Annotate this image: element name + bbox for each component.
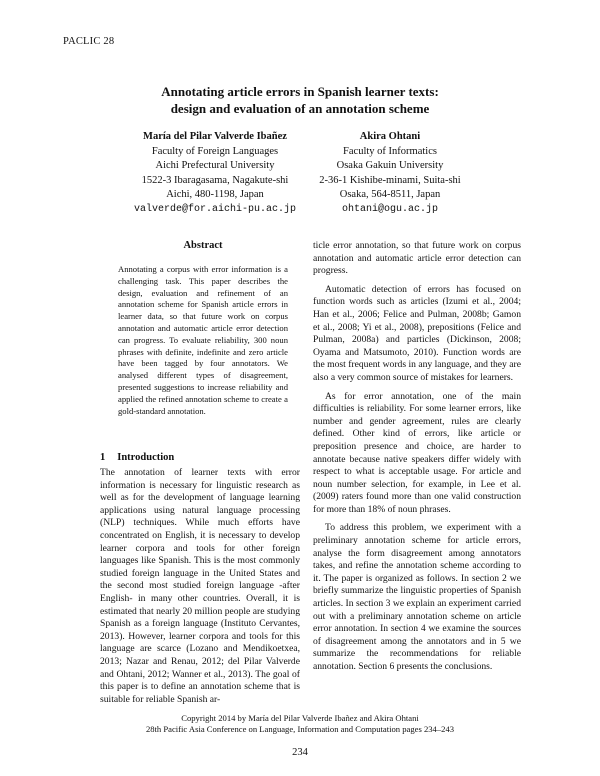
proceedings-line: 28th Pacific Asia Conference on Language, Information and Computation pages 234–243	[145, 724, 455, 734]
paragraph: Automatic detection of errors has focused on function words such as articles (Izumi et al., 2004; Han et al., 2006; Felice and Pulman, 2008b; Gamon et al., 2008; Yi et al., 2008), prepositions (Felice and Pulman, 2008a) and particles (Dickinson, 2008; Oyama and Matsumoto, 2010). Function words are the most frequent words in any language, and they are also a very common source of mistakes for learners.	[313, 283, 521, 383]
author-email: ohtani@ogu.ac.jp	[341, 203, 438, 215]
copyright-footer	[0, 713, 600, 735]
title-line-2: design and evaluation of an annotation scheme	[170, 101, 430, 116]
author-address-line-2: Osaka, 564-8511, Japan	[339, 189, 441, 200]
author-block-2	[275, 130, 505, 217]
author-address-line-1: 1522-3 Ibaragasama, Nagakute-shi	[141, 174, 289, 186]
paragraph: As for error annotation, one of the main difficulties is reliability. For some learner errors, like number and gender agreement, rules are clearly defined. Other kind of errors, like article or preposition presence and choice, are harder to annotate because native speakers differ widely with respect to what is acceptable usage. For article and noun number selection, for example, in Lee et al. (2009) raters found more than one valid construction for more than 18% of noun phrases.	[313, 390, 521, 515]
title-line-1: Annotating article errors in Spanish learner texts:	[161, 84, 439, 99]
right-column-body	[313, 240, 521, 674]
paragraph: To address this problem, we experiment with a preliminary annotation scheme for article errors, analyse the form disagreement among annotators takes, and refine the annotation scheme according to it. The paper is organized as follows. In section 2 we briefly summarize the linguistic properties of Spanish articles. In section 3 we explain an experiment carried out with a preliminary annotation scheme on article error annotation. In section 4 we examine the sources of disagreement among the annotators and in 5 we summarize the recommendations for reliable annotation. Section 6 presents the conclusions.	[313, 522, 521, 672]
author-faculty: Faculty of Informatics	[343, 145, 437, 157]
author-name: María del Pilar Valverde Ibañez	[143, 131, 287, 142]
author-faculty: Faculty of Foreign Languages	[151, 145, 279, 157]
section-title: Introduction	[117, 452, 175, 463]
author-name: Akira Ohtani	[359, 131, 421, 142]
section-number: 1	[100, 452, 106, 463]
page-number: 234	[292, 747, 308, 758]
paragraph: ticle error annotation, so that future work on corpus annotation and automatic article error detection can progress.	[313, 240, 521, 277]
left-column-body	[100, 467, 300, 706]
copyright-line: Copyright 2014 by María del Pilar Valverde Ibañez and Akira Ohtani	[181, 713, 419, 723]
conference-header: PACLIC 28	[63, 36, 115, 47]
section-heading	[100, 452, 174, 463]
author-university: Aichi Prefectural University	[155, 160, 275, 171]
author-university: Osaka Gakuin University	[336, 160, 444, 171]
paper-title	[0, 83, 600, 117]
abstract-heading: Abstract	[183, 240, 223, 251]
abstract-text: Annotating a corpus with error information is a challenging task. This paper describes the design, evaluation and refinement of an annotation scheme for Spanish article errors in learner data, so that future work on corpus annotation and automatic article error detection can progress. To evaluate reliability, 300 noun phrases with definite, indefinite and zero article have been tagged by four annotators. We analysed different types of disagreement, presented suggestions to increase reliability and applied the refined annotation scheme to create a gold-standard annotation.	[118, 264, 288, 416]
author-address-line-2: Aichi, 480-1198, Japan	[166, 189, 264, 200]
author-address-line-1: 2-36-1 Kishibe-minami, Suita-shi	[319, 174, 461, 186]
author-email: valverde@for.aichi-pu.ac.jp	[133, 203, 297, 215]
paragraph: The annotation of learner texts with error information is necessary for linguistic research as well as for the development of language learning applications using natural language processing (NLP) techniques. While much efforts have concentrated on English, it is necessary to develop learner corpora and tools for other foreign languages like Spanish. This is the most commonly studied foreign language in the United States and the second most studied foreign language -after English- in many other countries. Overall, it is estimated that nearly 20 million people are studying Spanish as a foreign language (Instituto Cervantes, 2013). However, learner corpora and tools for this language are scarce (Lozano and Mendikoetxea, 2013; Nazar and Renau, 2012; del Pilar Valverde and Ohtani, 2012; Wanner et al., 2013). The goal of this paper is to define an annotation scheme that is suitable for reliable Spanish ar-	[100, 467, 300, 705]
